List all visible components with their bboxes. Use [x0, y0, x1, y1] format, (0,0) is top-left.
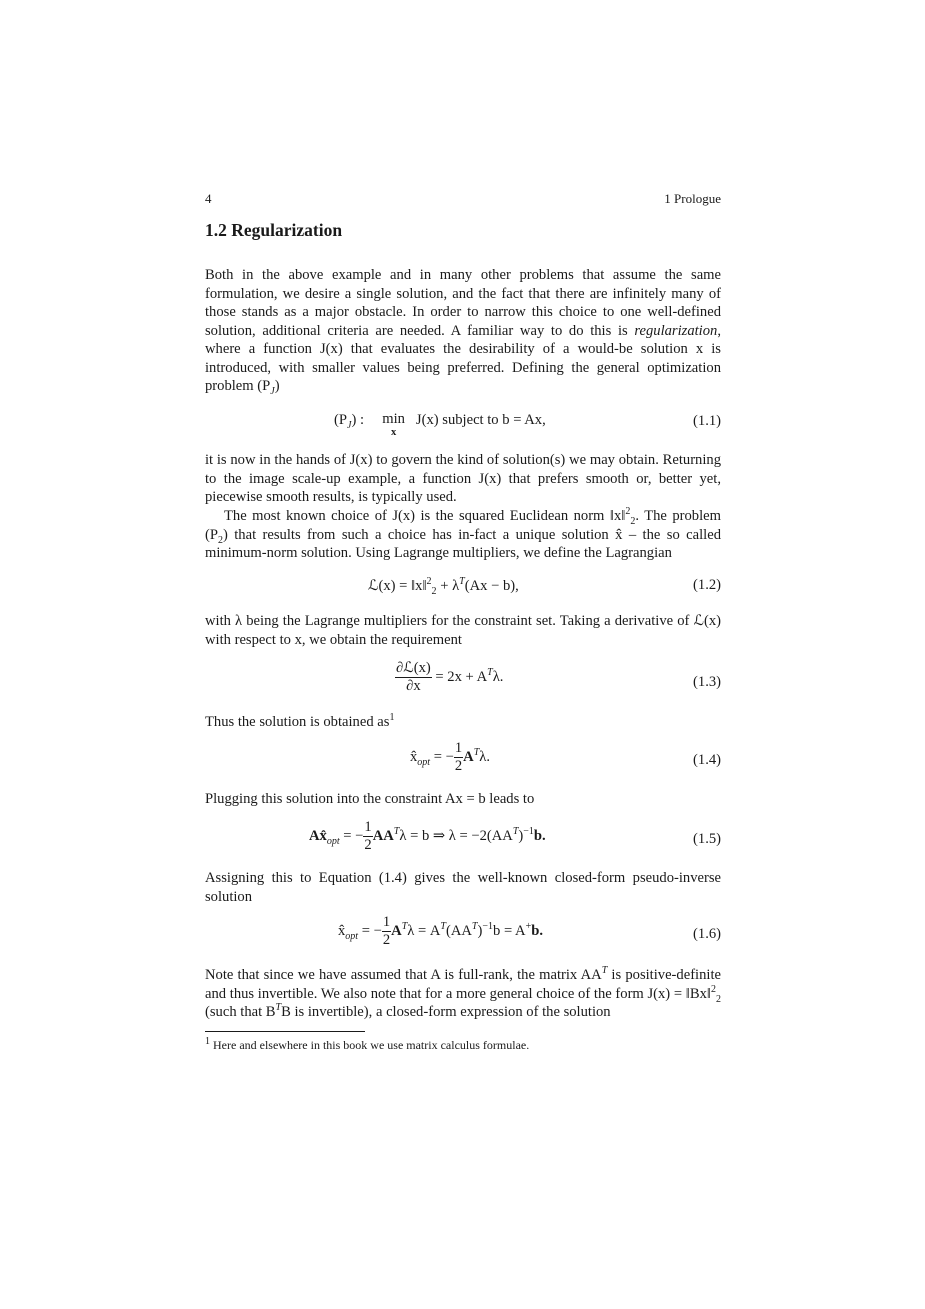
equation-1-4: $x̂_{opt}$ = − $\frac{1}{2}$ $A^T\lambda$. (1.4) — [410, 740, 721, 774]
paragraph-3: The most known choice of J(x) is the squared Euclidean norm ‖x‖$^2_2$. The problem $(P_2)$ that results from such a choice has in-fact a unique solution x̂ – the so called minimum-norm solution. Using Lagrange multipliers, we define the Lagrangian — [205, 506, 721, 561]
paragraph-6: Plugging this solution into the constraint Ax = b leads to — [205, 791, 535, 807]
equation-number: (1.2) — [693, 577, 721, 593]
paragraph-intro: Both in the above example and in many other problems that assume the same formulation, we desire a single solution, and the fact that there are infinitely many of those stands as a major obstacle. In order to narrow this choice to one well-defined solution, additional criteria are needed. A familiar way to do this is regularization, where a function J(x) that evaluates the desirability of a would-be solution x is introduced, with smaller values being preferred. Defining the general optimization problem $(P_J)$ — [205, 267, 721, 397]
section-title: 1.2 Regularization — [205, 220, 343, 240]
equation-1-5: $Ax̂_{opt}$ = − $\frac{1}{2}$ $AA^T\lambda = b$ ⇒ $\lambda = -2(AA^T)^{-1}b$. (1.5) — [309, 819, 721, 853]
footnote-divider — [205, 1031, 365, 1032]
equation-number: (1.3) — [693, 674, 721, 690]
page-number: 4 — [205, 191, 212, 206]
running-head — [205, 191, 721, 207]
equation-number: (1.1) — [693, 413, 721, 429]
paragraph-8: Note that since we have assumed that A is full-rank, the matrix $AA^T$ is positive-definite and thus invertible. We also note that for a more general choice of the form J(x) = ‖Bx‖$^2_2$ (such that $B^TB$ is invertible), a closed-form expression of the solution — [205, 965, 721, 1020]
paragraph-7: Assigning this to Equation (1.4) gives the well-known closed-form pseudo-inverse solution — [205, 870, 721, 905]
equation-number: (1.5) — [693, 831, 721, 847]
equation-number: (1.4) — [693, 752, 721, 768]
equation-1-2: ℒ(x) = ‖x‖$^2_2$ + $\lambda^T(Ax - b)$, (1.2) — [368, 576, 721, 597]
equation-1-1: $(P_J)$ : min x J(x) subject to b = Ax, (1.1) — [334, 411, 721, 438]
equation-number: (1.6) — [693, 926, 721, 942]
paragraph-5: Thus the solution is obtained $as^1$ — [205, 712, 395, 730]
equation-1-6: $x̂_{opt}$ = − $\frac{1}{2}$ $A^T\lambda = A^T(AA^T)^{-1}b = A^+b$. (1.6) — [338, 914, 721, 948]
paragraph-4: with λ being the Lagrange multipliers for the constraint set. Taking a derivative of ℒ(x) with respect to x, we obtain the requirement — [205, 613, 721, 648]
paragraph-2: it is now in the hands of J(x) to govern the kind of solution(s) we may obtain. Returning to the image scale-up example, a function J(x) that prefers smooth or, better yet, piecewise smooth results, is typically used. — [205, 452, 721, 505]
chapter-title: 1 Prologue — [664, 191, 721, 206]
equation-1-3: $\frac{\text{∂ℒ(x)}}{\partial x}$ = $2x + A^T\lambda$. (1.3) — [396, 660, 721, 694]
footnote: $^1$ Here and elsewhere in this book we use matrix calculus formulae. — [205, 1036, 530, 1052]
